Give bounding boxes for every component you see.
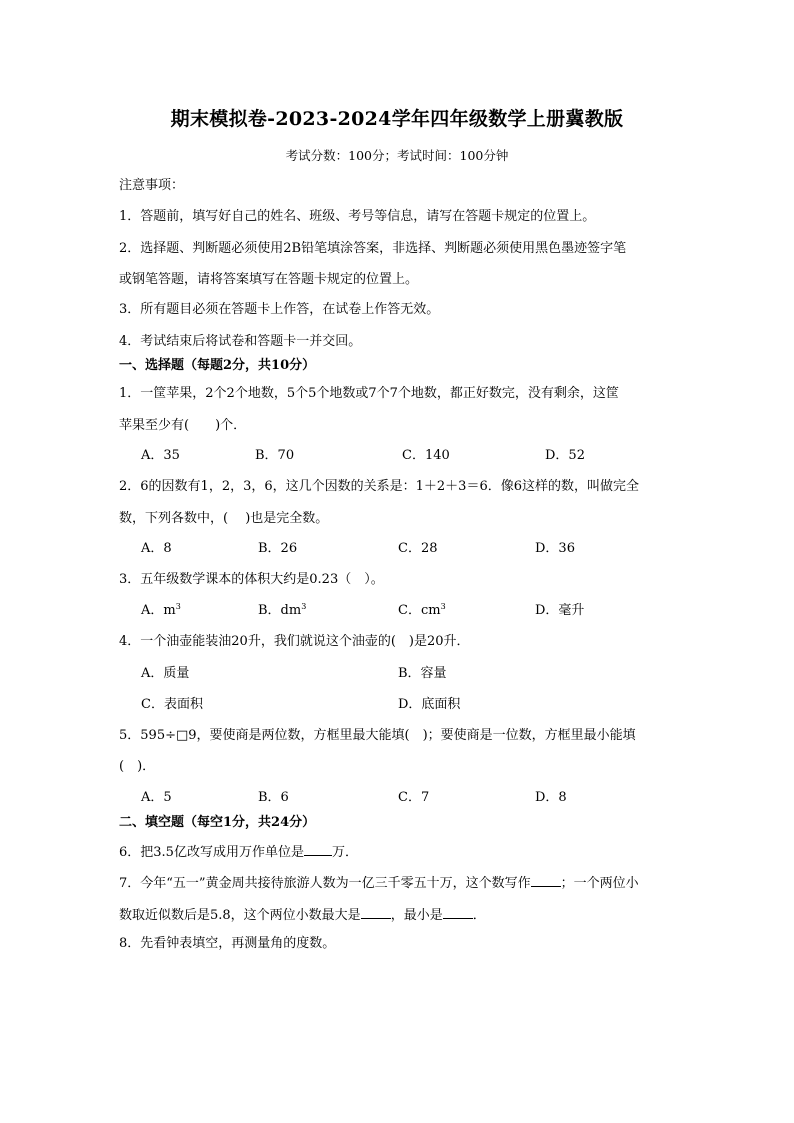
- q5-option-d: D．8: [535, 790, 567, 805]
- note-item-2-cont: 或钢笔答题，请将答案填写在答题卡规定的位置上。: [119, 272, 419, 287]
- q7-line1: [119, 874, 639, 892]
- q5-option-b: B．6: [258, 790, 289, 805]
- q7-line2: [119, 906, 486, 924]
- notes-heading: 注意事项：: [119, 178, 185, 193]
- q1-line2: 苹果至少有( )个．: [119, 418, 247, 433]
- q7-text-1a: 7．今年“五一”黄金周共接待旅游人数为一亿三千零五十万，这个数写作: [119, 876, 531, 891]
- q7-text-2a: 数取近似数后是5.8，这个两位小数最大是: [119, 908, 361, 923]
- q7-text-2b: ，最小是: [390, 908, 443, 923]
- q5-option-a: A．5: [141, 790, 172, 805]
- q3-option-c-text: C．cm: [398, 603, 441, 618]
- q6-text-after: 万．: [331, 845, 358, 860]
- q7-blank-2: [361, 906, 391, 919]
- note-item-1: 1．答题前，填写好自己的姓名、班级、考号等信息，请写在答题卡规定的位置上。: [119, 209, 596, 224]
- q3-option-c-sup: 3: [440, 602, 446, 611]
- section2-heading: 二、填空题（每空1分，共24分）: [119, 815, 316, 830]
- q2-option-d: D．36: [535, 541, 575, 556]
- q3-option-a: [141, 603, 181, 619]
- q3-option-b: [258, 603, 306, 619]
- q4-option-a: A．质量: [141, 666, 190, 681]
- exam-title: 期末模拟卷-2023-2024学年四年级数学上册冀教版: [170, 108, 624, 130]
- q3-option-a-text: A．m: [141, 603, 176, 618]
- q2-line2: 数，下列各数中，( )也是完全数。: [119, 511, 329, 526]
- q8-line: 8．先看钟表填空，再测量角的度数。: [119, 936, 336, 951]
- q4-option-d: D．底面积: [398, 697, 461, 712]
- q2-option-b: B．26: [258, 541, 298, 556]
- q1-option-c: C．140: [402, 448, 450, 463]
- q2-option-c: C．28: [398, 541, 438, 556]
- q2-option-a: A．8: [141, 541, 172, 556]
- q5-option-c: C．7: [398, 790, 430, 805]
- q3-option-d: D．毫升: [535, 603, 585, 618]
- note-item-3: 3．所有题目必须在答题卡上作答，在试卷上作答无效。: [119, 302, 440, 317]
- q1-option-b: B．70: [255, 448, 295, 463]
- q7-text-1b: ；一个两位小: [560, 876, 639, 891]
- q5-line2: ( )．: [119, 759, 156, 774]
- q1-line1: 1．一筐苹果，2个2个地数，5个5个地数或7个7个地数，都正好数完，没有剩余，这筐: [119, 386, 619, 401]
- q3-line1: 3．五年级数学课本的体积大约是0.23（ ）。: [119, 572, 384, 587]
- q4-option-b: B．容量: [398, 666, 447, 681]
- q1-option-d: D．52: [545, 448, 585, 463]
- q3-option-a-sup: 3: [175, 602, 181, 611]
- exam-subtitle: 考试分数：100分；考试时间：100分钟: [285, 148, 509, 163]
- q4-option-c: C．表面积: [141, 697, 203, 712]
- section1-heading: 一、选择题（每题2分，共10分）: [119, 358, 316, 373]
- note-item-4: 4．考试结束后将试卷和答题卡一并交回。: [119, 334, 362, 349]
- q5-line1: 5．595÷□9，要使商是两位数，方框里最大能填( )；要使商是一位数，方框里最小能填: [119, 728, 636, 743]
- q2-line1: 2．6的因数有1，2，3，6，这几个因数的关系是：1＋2＋3＝6．像6这样的数，叫做完全: [119, 479, 639, 494]
- q7-text-2c: ．: [472, 908, 486, 923]
- q1-option-a: A．35: [141, 448, 180, 463]
- q6-text-before: 6．把3.5亿改写成用万作单位是: [119, 845, 304, 860]
- note-item-2: 2．选择题、判断题必须使用2B铅笔填涂答案，非选择、判断题必须使用黑色墨迹签字笔: [119, 241, 627, 256]
- q3-option-b-sup: 3: [301, 602, 307, 611]
- q6-answer-blank: [304, 843, 332, 856]
- q6-line: [119, 843, 358, 861]
- q4-line1: 4．一个油壶能装油20升，我们就说这个油壶的( )是20升．: [119, 634, 470, 649]
- q7-blank-3: [443, 906, 473, 919]
- q7-blank-1: [531, 874, 561, 887]
- q3-option-b-text: B．dm: [258, 603, 302, 618]
- q3-option-c: [398, 603, 446, 619]
